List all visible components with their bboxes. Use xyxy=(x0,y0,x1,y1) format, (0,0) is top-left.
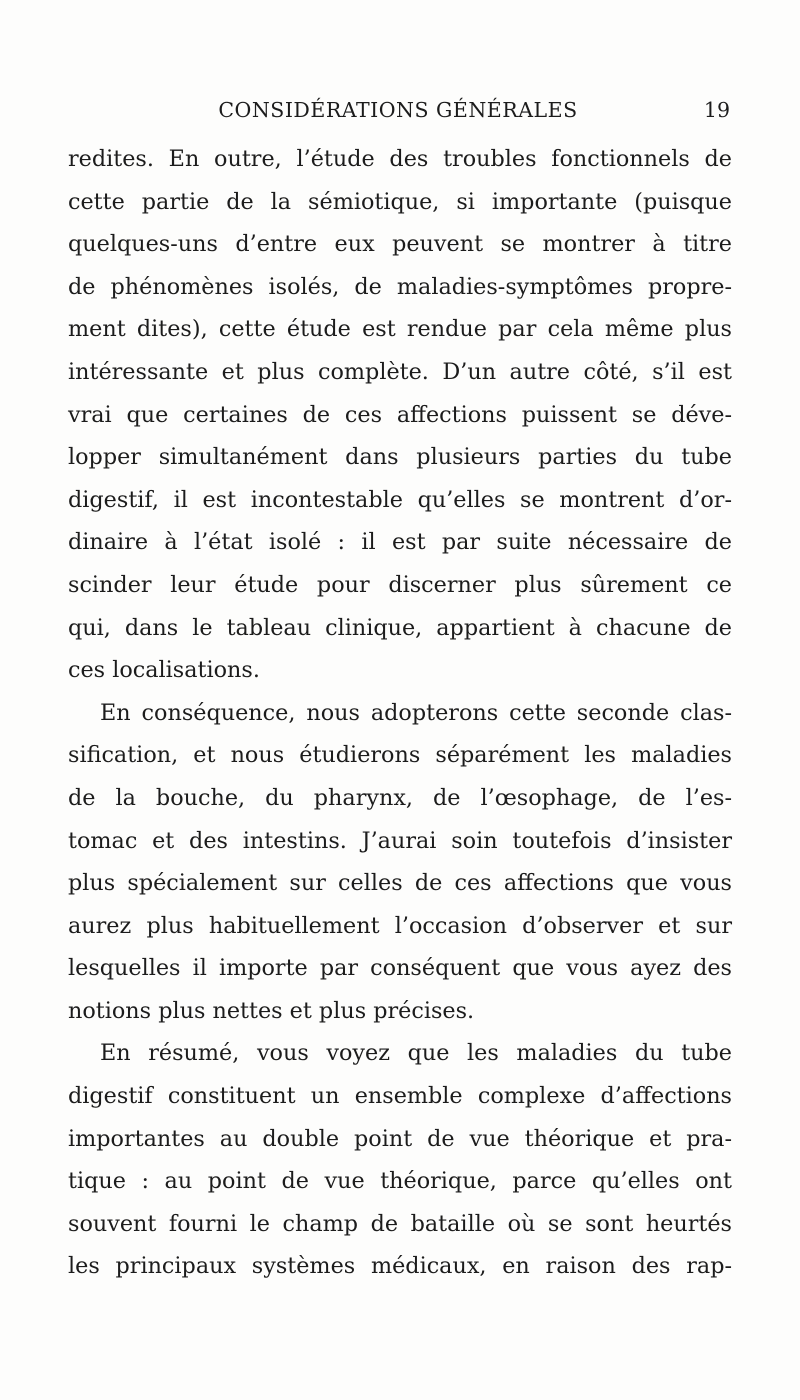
text-line: de phénomènes isolés, de maladies-symptômes propre- xyxy=(68,273,732,300)
text-line: tomac et des intestins. J’aurai soin toutefois d’insister xyxy=(68,827,732,854)
text-line: cette partie de la sémiotique, si importante (puisque xyxy=(68,188,732,215)
text-line: vrai que certaines de ces affections puissent se déve- xyxy=(68,401,732,428)
paragraph-start-line: En résumé, vous voyez que les maladies du tube xyxy=(100,1040,732,1067)
text-line: importantes au double point de vue théorique et pra- xyxy=(68,1125,732,1152)
running-title: CONSIDÉRATIONS GÉNÉRALES xyxy=(218,98,578,122)
body-text xyxy=(68,138,732,1288)
text-line: scinder leur étude pour discerner plus sûrement ce xyxy=(68,571,732,598)
text-line: intéressante et plus complète. D’un autre côté, s’il est xyxy=(68,358,732,385)
text-line: tique : au point de vue théorique, parce qu’elles ont xyxy=(68,1168,732,1195)
paragraph-end-line: notions plus nettes et plus précises. xyxy=(68,997,475,1024)
text-line: plus spécialement sur celles de ces affections que vous xyxy=(68,870,732,897)
text-line: dinaire à l’état isolé : il est par suite nécessaire de xyxy=(68,529,732,556)
text-line: sification, et nous étudierons séparément les maladies xyxy=(68,742,732,769)
text-line: digestif, il est incontestable qu’elles se montrent d’or- xyxy=(68,486,732,513)
text-line: les principaux systèmes médicaux, en raison des rap- xyxy=(68,1253,732,1280)
text-line: quelques-uns d’entre eux peuvent se montrer à titre xyxy=(68,231,732,258)
paragraph-start-line: En conséquence, nous adopterons cette seconde clas- xyxy=(100,699,732,726)
running-head xyxy=(66,95,730,125)
text-line: ment dites), cette étude est rendue par cela même plus xyxy=(68,316,732,343)
text-line: de la bouche, du pharynx, de l’œsophage, de l’es- xyxy=(68,784,732,811)
text-line: souvent fourni le champ de bataille où se sont heurtés xyxy=(68,1210,732,1237)
text-line: digestif constituent un ensemble complexe d’affections xyxy=(68,1083,732,1110)
text-line: aurez plus habituellement l’occasion d’observer et sur xyxy=(68,912,732,939)
text-line: redites. En outre, l’étude des troubles fonctionnels de xyxy=(68,146,732,172)
page-number: 19 xyxy=(703,98,730,122)
paragraph-end-line: ces localisations. xyxy=(68,657,260,684)
text-line: lesquelles il importe par conséquent que vous ayez des xyxy=(68,955,732,982)
text-line: qui, dans le tableau clinique, appartient à chacune de xyxy=(68,614,732,641)
text-line: lopper simultanément dans plusieurs parties du tube xyxy=(68,444,732,471)
